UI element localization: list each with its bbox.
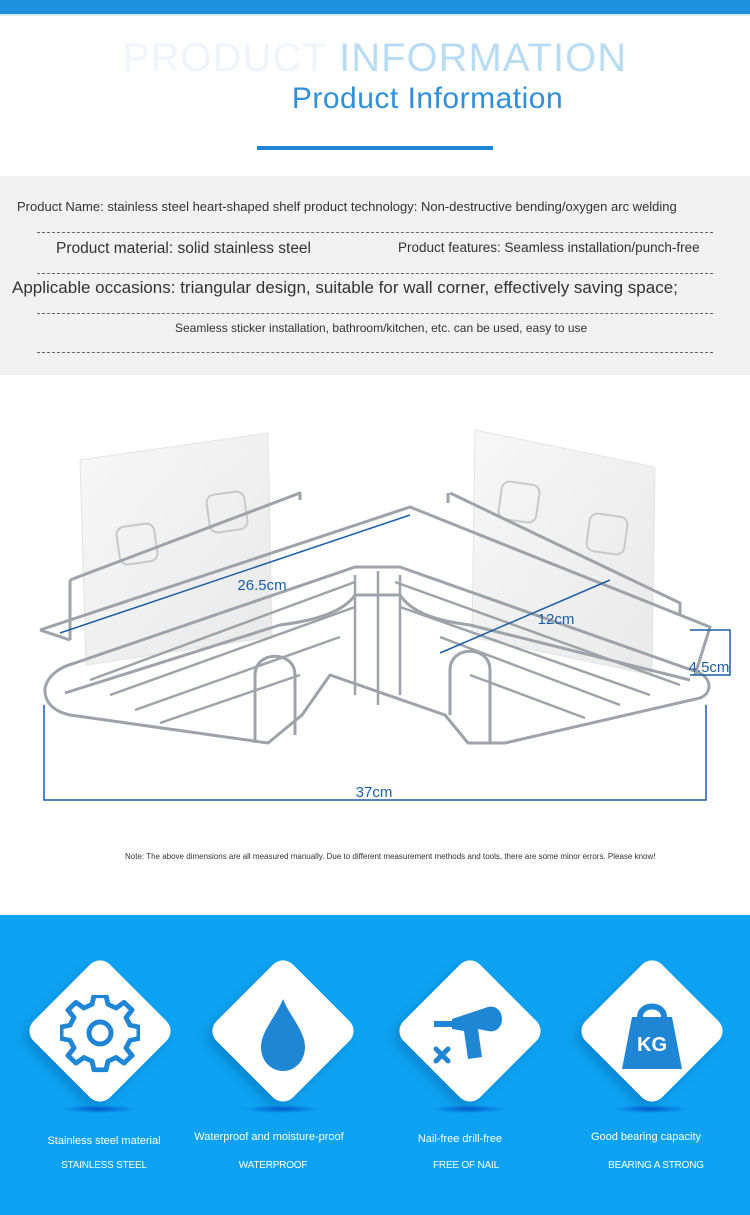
feature-nail-free — [384, 915, 564, 1215]
feature-sublabel: FREE OF NAIL — [433, 1160, 499, 1171]
measurement-note: Note: The above dimensions are all measured manually. Due to different measurement methods and tools, there are some minor errors. Please know! — [125, 852, 656, 861]
info-occasions: Applicable occasions: triangular design, suitable for wall corner, effectively saving space; — [12, 278, 678, 297]
dashed-divider — [37, 352, 713, 353]
dimension-label-depth: 12cm — [537, 611, 575, 628]
diamond-glow — [242, 1105, 322, 1113]
info-features: Product features: Seamless installation/punch-free — [398, 240, 700, 255]
info-product-name: Product Name: stainless steel heart-shaped shelf product technology: Non-destructive bending/oxygen arc welding — [17, 199, 677, 214]
diamond-glow — [59, 1105, 139, 1113]
adhesive-sticker-left — [80, 433, 272, 665]
feature-label: Good bearing capacity — [590, 1131, 702, 1143]
diamond-glow — [611, 1105, 691, 1113]
water-drop-icon — [243, 995, 323, 1075]
feature-label: Waterproof and moisture-proof — [194, 1131, 344, 1143]
feature-waterproof — [194, 915, 377, 1215]
product-dimension-image — [0, 375, 750, 915]
drill-icon — [430, 995, 510, 1075]
page-title: Product Information — [291, 82, 564, 115]
dimension-label-width: 37cm — [355, 784, 393, 801]
corner-shelf-illustration — [0, 375, 750, 915]
top-accent-bar — [0, 0, 750, 14]
title-strong-word: INFORMATION — [339, 36, 628, 80]
feature-label: Nail-free drill-free — [417, 1133, 503, 1145]
dashed-divider — [37, 273, 713, 274]
feature-sublabel: STAINLESS STEEL — [61, 1160, 147, 1171]
feature-band — [0, 915, 750, 1215]
title-underline — [257, 146, 493, 150]
kg-text: KG — [637, 1034, 667, 1056]
kg-weight-icon — [612, 995, 692, 1075]
gear-icon — [60, 995, 140, 1075]
diamond-glow — [429, 1105, 509, 1113]
dashed-divider — [37, 232, 713, 233]
info-material: Product material: solid stainless steel — [56, 240, 312, 257]
feature-sublabel: BEARING A STRONG — [608, 1160, 704, 1171]
title-english — [0, 36, 750, 81]
product-information-header — [0, 16, 750, 176]
feature-stainless-steel — [14, 915, 194, 1215]
dimension-label-diagonal: 26.5cm — [237, 577, 287, 594]
feature-sublabel: WATERPROOF — [238, 1160, 308, 1171]
feature-bearing — [566, 915, 746, 1215]
dashed-divider — [37, 313, 713, 314]
feature-label: Stainless steel material — [47, 1135, 161, 1147]
title-ghost-word: PRODUCT — [122, 36, 327, 80]
dimension-label-height: 4.5cm — [688, 659, 730, 676]
adhesive-sticker-right — [472, 430, 655, 675]
info-installation: Seamless sticker installation, bathroom/kitchen, etc. can be used, easy to use — [175, 321, 588, 335]
product-info-panel — [0, 176, 750, 375]
